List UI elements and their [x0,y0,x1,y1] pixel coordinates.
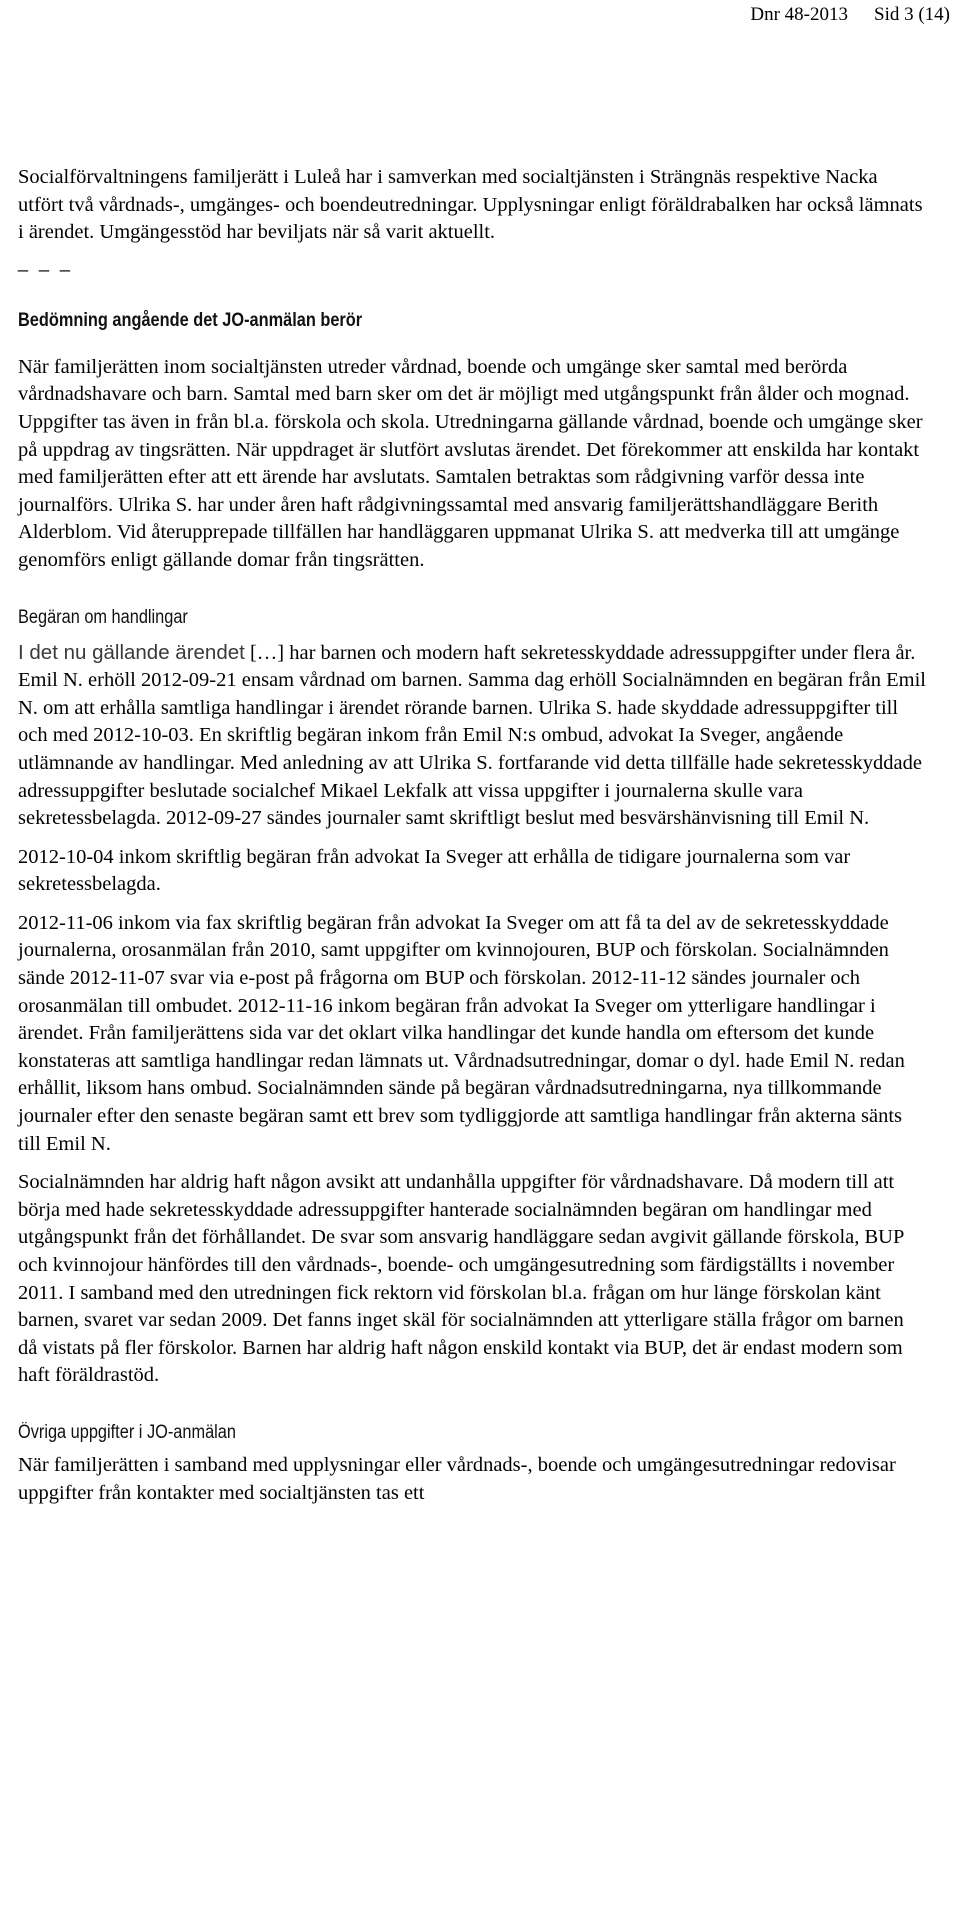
assessment-heading: Bedömning angående det JO-anmälan berör [18,309,363,331]
other-paragraph: När familjerätten i samband med upplysningar eller vårdnads-, boende och umgängesutredningar redovisar uppgifter från kontakter med socialtjänsten tas ett [18,1453,896,1504]
request-paragraph-1-lead: I det nu gällande ärendet [18,640,245,664]
request-paragraph-1-rest: […] har barnen och modern haft sekretesskyddade adressuppgifter under flera år. Emil N. erhöll 2012-09-21 ensam vårdnad om barnen. Samma dag erhöll Socialnämnden en begäran från Emil N. om att erhålla samtliga handlingar i ärendet rörande barnen. Ulrika S. hade skyddade adressuppgifter till och med 2012-10-03. En skriftlig begäran inkom från Emil N:s ombud, advokat Ia Sveger, angående utlämnande av handlingar. Med anledning av att Ulrika S. fortfarande vid detta tillfälle hade sekretesskyddade adressuppgifter beslutade socialchef Mikael Lekfalk att vissa uppgifter i journalerna skulle vara sekretessbelagda. 2012-09-27 sändes journaler samt skriftligt beslut med besvärshänvisning till Emil N. [18,641,926,830]
case-number: Dnr 48-2013 [750,4,848,25]
request-paragraph-4: Socialnämnden har aldrig haft någon avsikt att undanhålla uppgifter för vårdnadshavare. Då modern till att börja med hade sekretesskyddade adressuppgifter hanterade socialnämnden begäran om handlingar med utgångspunkt från det förhållandet. De svar som ansvarig handläggare sedan avgivit gällande förskola, BUP och kvinnojour hänfördes till den vårdnads-, boende- och umgängesutredning som färdigställts i november 2011. I samband med den utredningen fick rektorn vid förskolan bl.a. frågan om hur länge förskolan känt barnen, svaret var sedan 2009. Det fanns inget skäl för socialnämnden att ytterligare ställa frågor om barnen då vistats på fler förskolor. Barnen har aldrig haft någon enskild kontakt via BUP, det är endast modern som haft föräldrastöd. [18,1171,904,1387]
page-header [750,4,950,26]
document-body [18,164,928,1507]
request-heading: Begäran om handlingar [18,606,188,628]
intro-paragraph: Socialförvaltningens familjerätt i Luleå har i samverkan med socialtjänsten i Strängnäs respektive Nacka utfört två vårdnads-, umgänges- och boendeutredningar. Upplysningar enligt föräldrabalken har också lämnats i ärendet. Umgängesstöd har beviljats när så varit aktuellt. [18,166,923,244]
request-paragraph-2: 2012-10-04 inkom skriftlig begäran från advokat Ia Sveger att erhålla de tidigare journalerna som var sekretessbelagda. [18,845,851,896]
page-number: Sid 3 (14) [874,4,950,25]
assessment-paragraph: När familjerätten inom socialtjänsten utreder vårdnad, boende och umgänge sker samtal med berörda vårdnadshavare och barn. Samtal med barn sker om det är möjligt med utgångspunkt från ålder och mognad. Uppgifter tas även in från bl.a. förskola och skola. Utredningarna gällande vårdnad, boende och umgänge sker på uppdrag av tingsrätten. När uppdraget är slutfört avslutas ärendet. Det förekommer att enskilda har kontakt med familjerätten efter att ett ärende har avslutats. Samtalen betraktas som rådgivning varför dessa inte journalförs. Ulrika S. har under åren haft rådgivningssamtal med ansvarig familjerättshandläggare Berith Alderblom. Vid återupprepade tillfällen har handläggaren uppmanat Ulrika S. att medverka till att umgänge genomförs enligt gällande domar från tingsrätten. [18,355,923,571]
section-separator: _ _ _ [18,251,74,272]
other-heading: Övriga uppgifter i JO-anmälan [18,1421,236,1443]
request-paragraph-1 [18,639,928,833]
request-paragraph-3: 2012-11-06 inkom via fax skriftlig begäran från advokat Ia Sveger om att få ta del av de sekretesskyddade journalerna, orosanmälan från 2010, samt uppgifter om kvinnojouren, BUP och förskolan. Socialnämnden sände 2012-11-07 svar via e-post på frågorna om BUP och förskolan. 2012-11-12 sändes journaler och orosanmälan till ombudet. 2012-11-16 inkom begäran från advokat Ia Sveger om ytterligare handlingar i ärendet. Från familjerättens sida var det oklart vilka handlingar det kunde handla om eftersom det kunde konstateras att samtliga handlingar redan lämnats ut. Vårdnadsutredningar, domar o dyl. hade Emil N. redan erhållit, liksom hans ombud. Socialnämnden sände på begäran vårdnadsutredningarna, nya tillkommande journaler efter den senaste begäran samt ett brev som tydliggjorde att samtliga handlingar från akterna sänts till Emil N. [18,911,905,1155]
